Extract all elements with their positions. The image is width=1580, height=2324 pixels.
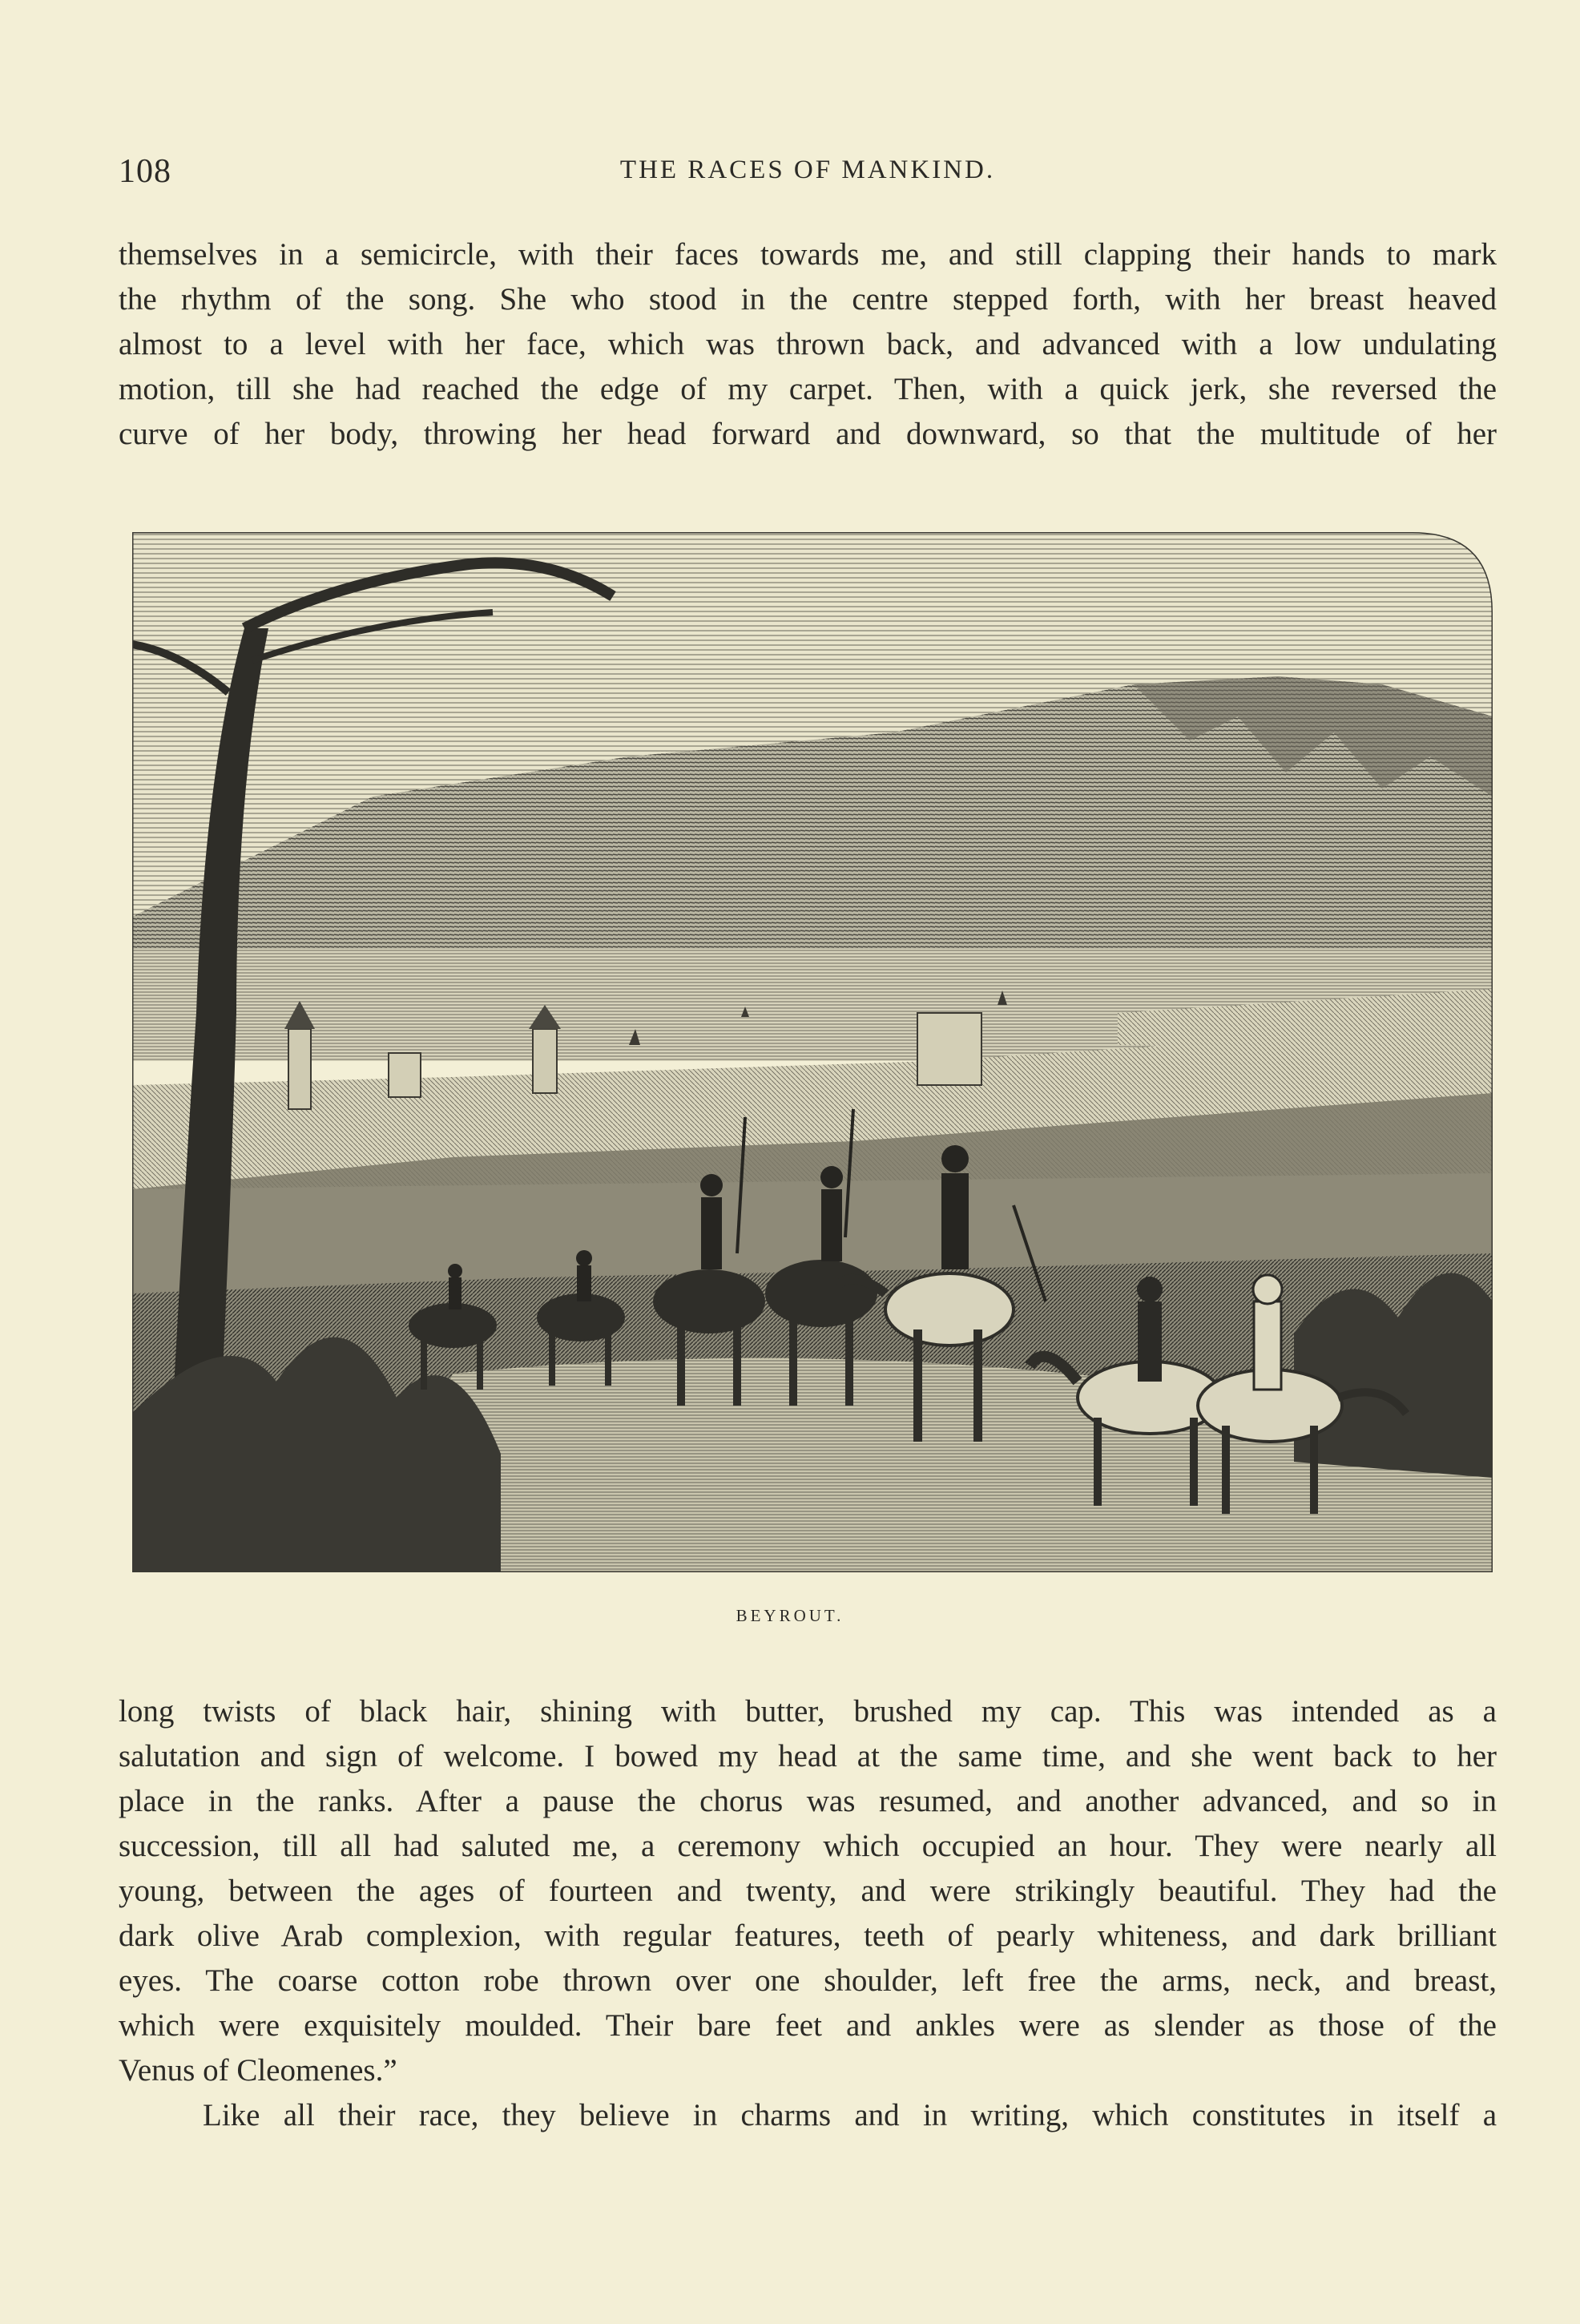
running-head [119, 152, 1497, 192]
minaret-center [533, 1029, 557, 1093]
figure-caption: BEYROUT. [736, 1606, 844, 1625]
running-title: THE RACES OF MANKIND. [619, 155, 996, 184]
page-number: 108 [119, 153, 171, 190]
text-line: the rhythm of the song. She who stood in the centre stepped forth, with her breast heaved [119, 282, 1497, 317]
text-line: themselves in a semicircle, with their faces towards me, and still clapping their hands to mark [119, 237, 1497, 272]
text-line: succession, till all had saluted me, a ceremony which occupied an hour. They were nearly all [119, 1829, 1497, 1863]
body-text-bottom [119, 1689, 1497, 2138]
engraving-illustration [132, 532, 1493, 1572]
paragraph-continued [119, 232, 1497, 457]
minaret-left [288, 1029, 311, 1109]
body-text-top [119, 232, 1497, 457]
text-line: Like all their race, they believe in charms and in writing, which constitutes in itself a [203, 2098, 1497, 2132]
text-line: place in the ranks. After a pause the chorus was resumed, and another advanced, and so in [119, 1784, 1497, 1818]
text-line: salutation and sign of welcome. I bowed my head at the same time, and she went back to her [119, 1739, 1497, 1773]
paragraph-continued [119, 1689, 1497, 2093]
text-line: curve of her body, throwing her head forward and downward, so that the multitude of her [119, 417, 1497, 451]
text-line: which were exquisitely moulded. Their bare feet and ankles were as slender as those of the [119, 2008, 1497, 2043]
text-line: motion, till she had reached the edge of my carpet. Then, with a quick jerk, she reversed the [119, 372, 1497, 406]
paragraph-new [119, 2093, 1497, 2138]
text-line: young, between the ages of fourteen and twenty, and were strikingly beautiful. They had the [119, 1874, 1497, 1908]
text-line: eyes. The coarse cotton robe thrown over one shoulder, left free the arms, neck, and breast, [119, 1963, 1497, 1998]
text-line: Venus of Cleomenes.” [119, 2053, 397, 2088]
castle-tower [917, 1013, 981, 1085]
text-line: long twists of black hair, shining with butter, brushed my cap. This was intended as a [119, 1694, 1497, 1729]
text-line: dark olive Arab complexion, with regular features, teeth of pearly whiteness, and dark brilliant [119, 1919, 1497, 1953]
text-line: almost to a level with her face, which was thrown back, and advanced with a low undulating [119, 327, 1497, 361]
